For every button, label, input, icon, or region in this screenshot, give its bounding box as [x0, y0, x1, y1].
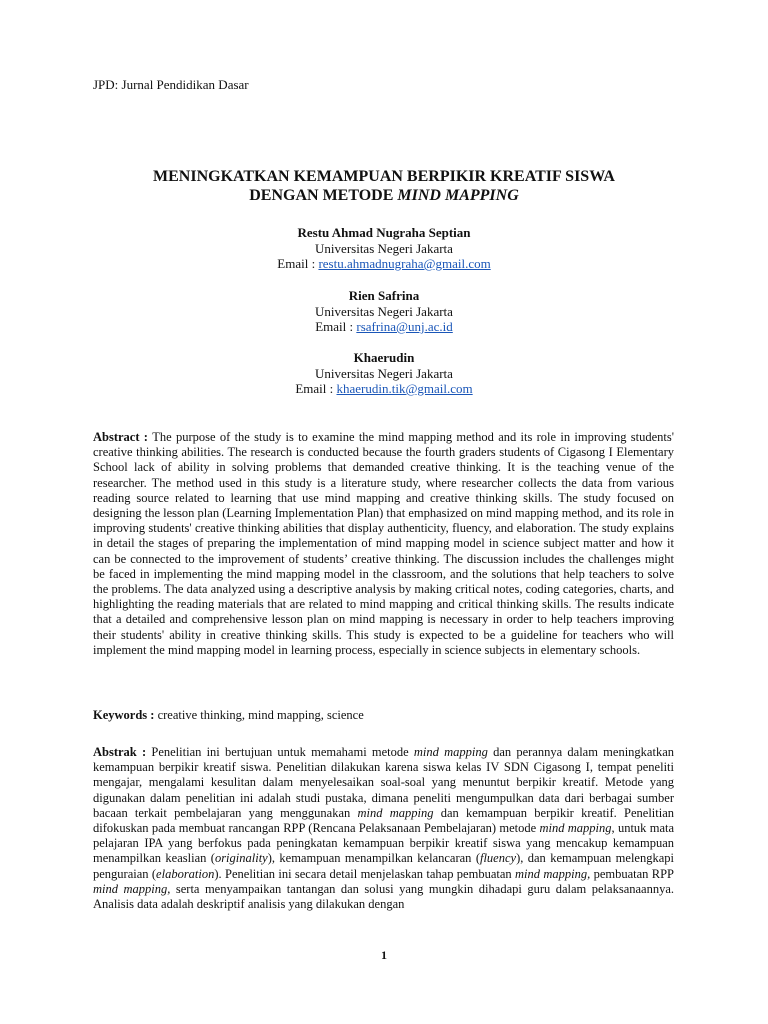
email-label: Email :: [315, 319, 357, 334]
author-email-line: [0, 256, 768, 272]
abstrak-term: mind mapping,: [93, 881, 171, 896]
abstrak-text: dan perannya dalam meningkatkan kemampuan berpikir kreatif siswa. Penelitian dilakukan karena siswa kelas IV SDN Cigasong I, tempat peneliti mengajar, mengalami kesulitan dalam menyelesaikan soal-soal yang menuntut berpikir kreatif. Metode yang digunakan dalam penelitian ini adalah studi pustaka, dimana peneliti mengumpulkan data dari berbagai sumber bacaan terkait pembelajaran yang menggunakan: [93, 745, 674, 820]
abstrak-text: pembuatan RPP: [590, 866, 675, 881]
abstrak-term: mind mapping,: [515, 866, 591, 881]
title-line-2-italic: MIND MAPPING: [397, 187, 519, 204]
abstrak-label: Abstrak :: [93, 745, 152, 759]
keywords-text: creative thinking, mind mapping, science: [157, 708, 364, 722]
abstrak-text: Penelitian ini bertujuan untuk memahami metode: [151, 745, 414, 759]
author-name: Rien Safrina: [348, 288, 420, 303]
author-email-line: [0, 381, 768, 397]
page-number: 1: [381, 948, 387, 962]
abstrak-term: mind mapping: [413, 745, 488, 759]
author-3: [0, 350, 768, 397]
abstrak-term: elaboration: [156, 866, 215, 881]
keywords-label: Keywords :: [93, 708, 158, 722]
abstrak-term: fluency: [479, 851, 517, 866]
abstrak-text: , untuk mata pelajaran IPA yang berfokus pada peningkatan kemampuan berpikir kreatif siswa yang mencakup kemampuan menampilkan keaslian (: [93, 821, 675, 866]
abstract-label: Abstract :: [93, 430, 153, 444]
author-name: Khaerudin: [353, 350, 415, 365]
email-label: Email :: [295, 381, 337, 396]
abstrak-text: dan kemampuan berpikir kreatif. Penelitian difokuskan pada membuat rancangan RPP (Rencana Pelaksanaan Pembelajaran) metode: [93, 805, 675, 836]
abstrak-term: originality: [214, 851, 268, 866]
author-affiliation: Universitas Negeri Jakarta: [315, 240, 453, 256]
author-email-link[interactable]: khaerudin.tik@gmail.com: [336, 381, 473, 396]
abstract-indonesian: [93, 745, 674, 912]
author-2: [0, 288, 768, 335]
title-line-2-plain: DENGAN METODE: [249, 187, 398, 204]
abstrak-text: ). Penelitian ini secara detail menjelaskan tahap pembuatan: [214, 866, 515, 881]
author-affiliation: Universitas Negeri Jakarta: [315, 303, 453, 319]
title-line-1: MENINGKATKAN KEMAMPUAN BERPIKIR KREATIF SISWA: [153, 168, 615, 185]
title-line-2: [0, 186, 768, 205]
author-name: Restu Ahmad Nugraha Septian: [297, 225, 471, 240]
paper-title: [0, 167, 768, 205]
abstrak-text: serta menyampaikan tantangan dan solusi yang mungkin dihadapi guru dalam pelaksanaannya. Analisis data adalah deskriptif analisis yang dilakukan dengan: [93, 881, 675, 912]
journal-name: JPD: Jurnal Pendidikan Dasar: [93, 77, 249, 92]
keywords: [93, 708, 364, 723]
abstrak-text: ), dan kemampuan melengkapi penguraian (: [93, 851, 674, 881]
author-email-line: [0, 319, 768, 335]
author-email-link[interactable]: rsafrina@unj.ac.id: [356, 319, 453, 334]
abstract-text: The purpose of the study is to examine the mind mapping method and its role in improving students' creative thinking abilities. The research is conducted because the fourth graders students of Cigasong I Elementary School lack of ability in solving problems that demanded creative thinking. It is the teaching venue of the researcher. The method used in this study is a literature study, where researcher collects the data from various reading source related to learning that use mind mapping and creative thinking skills. The study focused on designing the lesson plan (Learning Implementation Plan) that emphasized on mind mapping method, and its role in improving students' creative thinking abilities that display authenticity, fluency, and elaboration. The study explains in detail the stages of preparing the implementation of mind mapping model in science subject matter and how it can be connected to the improvement of students’ creative thinking. The discussion includes the challenges might be faced in implementing the mind mapping model in the classroom, and the solutions that help teachers to solve the problems. The data analyzed using a descriptive analysis by making critical notes, coding categories, charts, and highlighting the reading materials that are related to mind mapping and critical thinking skills. The results indicate that a detailed and comprehensive lesson plan on mind mapping is necessary in order to help teachers improving their students' ability in creative thinking skills. This study is expected to be a guideline for teachers who will implement the mind mapping model in learning process, especially in science subjects in elementary schools.: [93, 430, 674, 657]
abstrak-term: mind mapping: [357, 805, 434, 820]
email-label: Email :: [277, 256, 319, 271]
abstrak-text: ), kemampuan menampilkan kelancaran (: [267, 851, 480, 866]
abstract-english: [93, 430, 674, 658]
author-affiliation: Universitas Negeri Jakarta: [315, 365, 453, 381]
author-1: [0, 225, 768, 272]
author-email-link[interactable]: restu.ahmadnugraha@gmail.com: [318, 256, 491, 271]
abstrak-term: mind mapping: [539, 821, 612, 836]
